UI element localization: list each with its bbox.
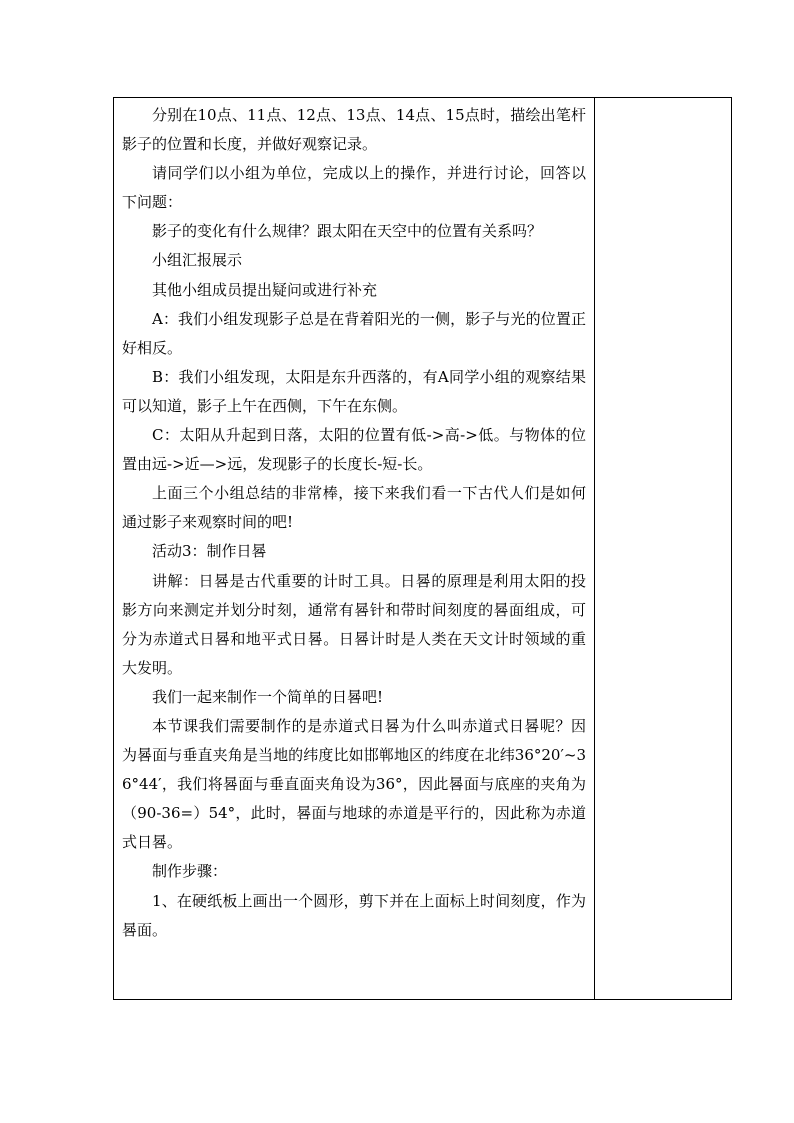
paragraph-sundial-explanation: 讲解：日晷是古代重要的计时工具。日晷的原理是利用太阳的投影方向来测定并划分时刻，通常有晷针和带时间刻度的晷面组成，可分为赤道式日晷和地平式日晷。日晷计时是人类在天文计时领域的重大发明。 [122, 571, 586, 677]
paragraph-step-1: 1、在硬纸板上画出一个圆形，剪下并在上面标上时间刻度，作为晷面。 [122, 891, 586, 939]
paragraph-transition: 上面三个小组总结的非常棒，接下来我们看一下古代人们是如何通过影子来观察时间的吧! [122, 484, 586, 532]
paragraph-observation-times: 分别在10点、11点、12点、13点、14点、15点时，描绘出笔杆影子的位置和长度，并做好观察记录。 [122, 106, 586, 154]
lesson-table [113, 97, 732, 1000]
paragraph-answer-b: B：我们小组发现，太阳是东升西落的，有A同学小组的观察结果可以知道，影子上午在西侧，下午在东侧。 [122, 367, 586, 415]
paragraph-answer-a: A：我们小组发现影子总是在背着阳光的一侧，影子与光的位置正好相反。 [122, 309, 586, 357]
paragraph-group-instructions: 请同学们以小组为单位，完成以上的操作，并进行讨论，回答以下问题： [122, 164, 586, 212]
paragraph-steps-heading: 制作步骤： [152, 862, 228, 881]
paragraph-activity-heading: 活动3：制作日晷 [152, 542, 267, 561]
notes-cell [595, 98, 731, 999]
paragraph-question: 影子的变化有什么规律？跟太阳在天空中的位置有关系吗？ [152, 222, 543, 241]
paragraph-lets-make: 我们一起来制作一个简单的日晷吧! [152, 687, 384, 706]
paragraph-answer-c: C：太阳从升起到日落，太阳的位置有低->高->低。与物体的位置由远->近—>远，发现影子的长度长-短-长。 [122, 426, 586, 474]
paragraph-other-groups: 其他小组成员提出疑问或进行补充 [152, 280, 378, 299]
paragraph-equatorial-sundial: 本节课我们需要制作的是赤道式日晷为什么叫赤道式日晷呢？因为晷面与垂直夹角是当地的纬度比如邯郸地区的纬度在北纬36°20′~36°44′，我们将晷面与垂直面夹角设为36°，因此晷面与底座的夹角为（90-36=）54°，此时，晷面与地球的赤道是平行的，因此称为赤道式日晷。 [122, 716, 586, 852]
paragraph-group-report: 小组汇报展示 [152, 251, 243, 270]
lesson-content-cell [114, 98, 595, 999]
